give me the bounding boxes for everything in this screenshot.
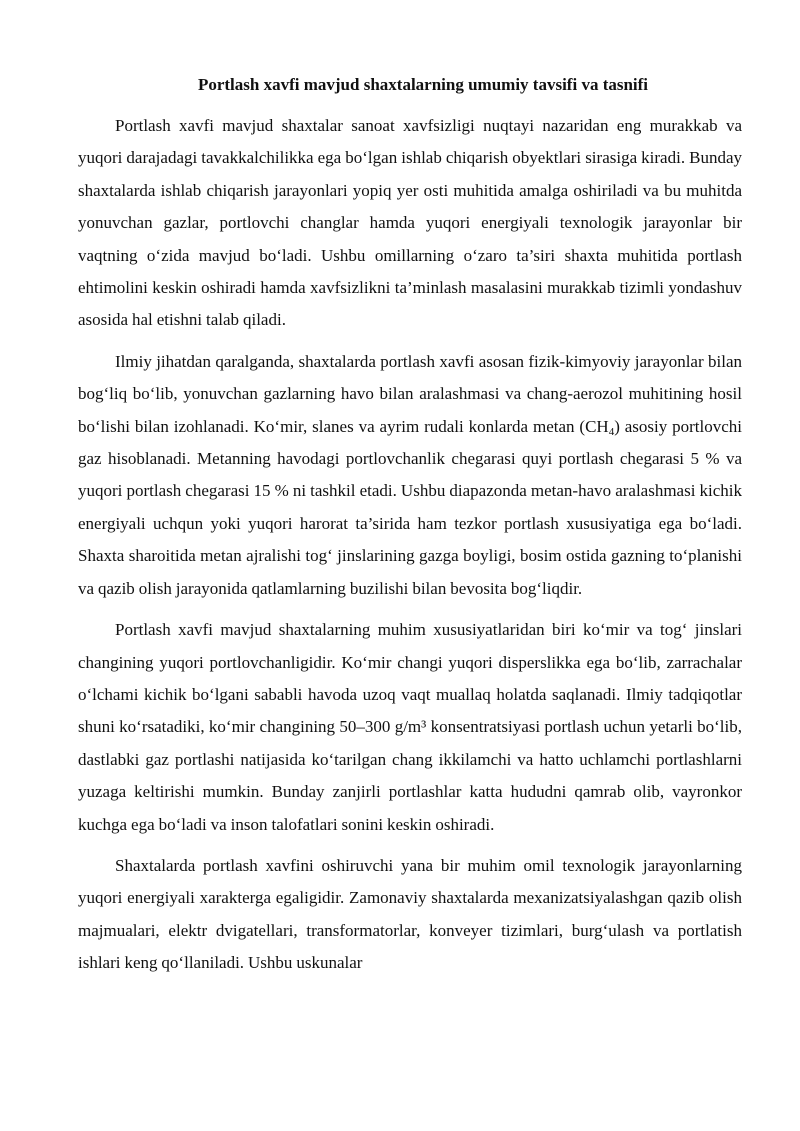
paragraph-methane-text-end: ) asosiy portlovchi gaz hisoblanadi. Metanning havodagi portlovchanlik chegarasi quyi portlash chegarasi 5 % va yuqori portlash chegarasi 15 % ni tashkil etadi. Ushbu diapazonda metan-havo aralashmasi kichik energiyali uchqun yoki yuqori harorat ta’sirida ham tezkor portlash xususiyatiga ega bo‘ladi. Shaxta sharoitida metan ajralishi tog‘ jinslarining gazga boyligi, bosim ostida gazning to‘planishi va qazib olish jarayonida qatlamlarning buzilishi bilan bevosita bog‘liqdir. <box>78 416 743 598</box>
paragraph-coal-dust: Portlash xavfi mavjud shaxtalarning muhim xususiyatlaridan biri ko‘mir va tog‘ jinslari changining yuqori portlovchanligidir. Ko‘mir changi yuqori disperslikka ega bo‘lib, zarrachalar o‘lchami kichik bo‘lgani sababli havoda uzoq vaqt muallaq holatda saqlanadi. Ilmiy tadqiqotlar shuni ko‘rsatadiki, ko‘mir changining 50–300 g/m³ konsentratsiyasi portlash uchun yetarli bo‘lib, dastlabki gaz portlashi natijasida ko‘tarilgan chang ikkilamchi va hatto uchlamchi portlashlarni yuzaga keltirishi mumkin. Bunday zanjirli portlashlar katta hududni qamrab olib, vayronkor kuchga ega bo‘ladi va inson talofatlari sonini keskin oshiradi. <box>78 620 742 834</box>
methane-formula-subscript: 4 <box>608 425 615 438</box>
paragraph-intro: Portlash xavfi mavjud shaxtalar sanoat xavfsizligi nuqtayi nazaridan eng murakkab va yuqori darajadagi tavakkalchilikka ega bo‘lgan ishlab chiqarish obyektlari sirasiga kiradi. Bunday shaxtalarda ishlab chiqarish jarayonlari yopiq yer osti muhitida amalga oshiriladi va bu muhitda yonuvchan gazlar, portlovchi changlar hamda yuqori energiyali texnologik jarayonlar bir vaqtning o‘zida mavjud bo‘ladi. Ushbu omillarning o‘zaro ta’siri shaxta muhitida portlash ehtimolini keskin oshiradi hamda xavfsizlikni ta’minlash masalasini murakkab tizimli yondashuv asosida hal etishni talab qiladi. <box>78 116 742 330</box>
paragraph-technology: Shaxtalarda portlash xavfini oshiruvchi yana bir muhim omil texnologik jarayonlarning yuqori energiyali xarakterga egaligidir. Zamonaviy shaxtalarda mexanizatsiyalashgan qazib olish majmualari, elektr dvigatellari, transformatorlar, konveyer tizimlari, burg‘ulash va portlatish ishlari keng qo‘llaniladi. Ushbu uskunalar <box>78 855 742 973</box>
document-page <box>78 72 742 989</box>
document-title: Portlash xavfi mavjud shaxtalarning umumiy tavsifi va tasnifi <box>197 75 649 94</box>
paragraph-methane <box>78 346 742 605</box>
paragraph-methane-text-start: Ilmiy jihatdan qaralganda, shaxtalarda portlash xavfi asosan fizik-kimyoviy jarayonlar bilan bog‘liq bo‘lib, yonuvchan gazlarning havo bilan aralashmasi va chang-aerozol muhitining hosil bo‘lishi bilan izohlanadi. Ko‘mir, slanes va ayrim rudali konlarda metan (CH <box>78 351 742 436</box>
